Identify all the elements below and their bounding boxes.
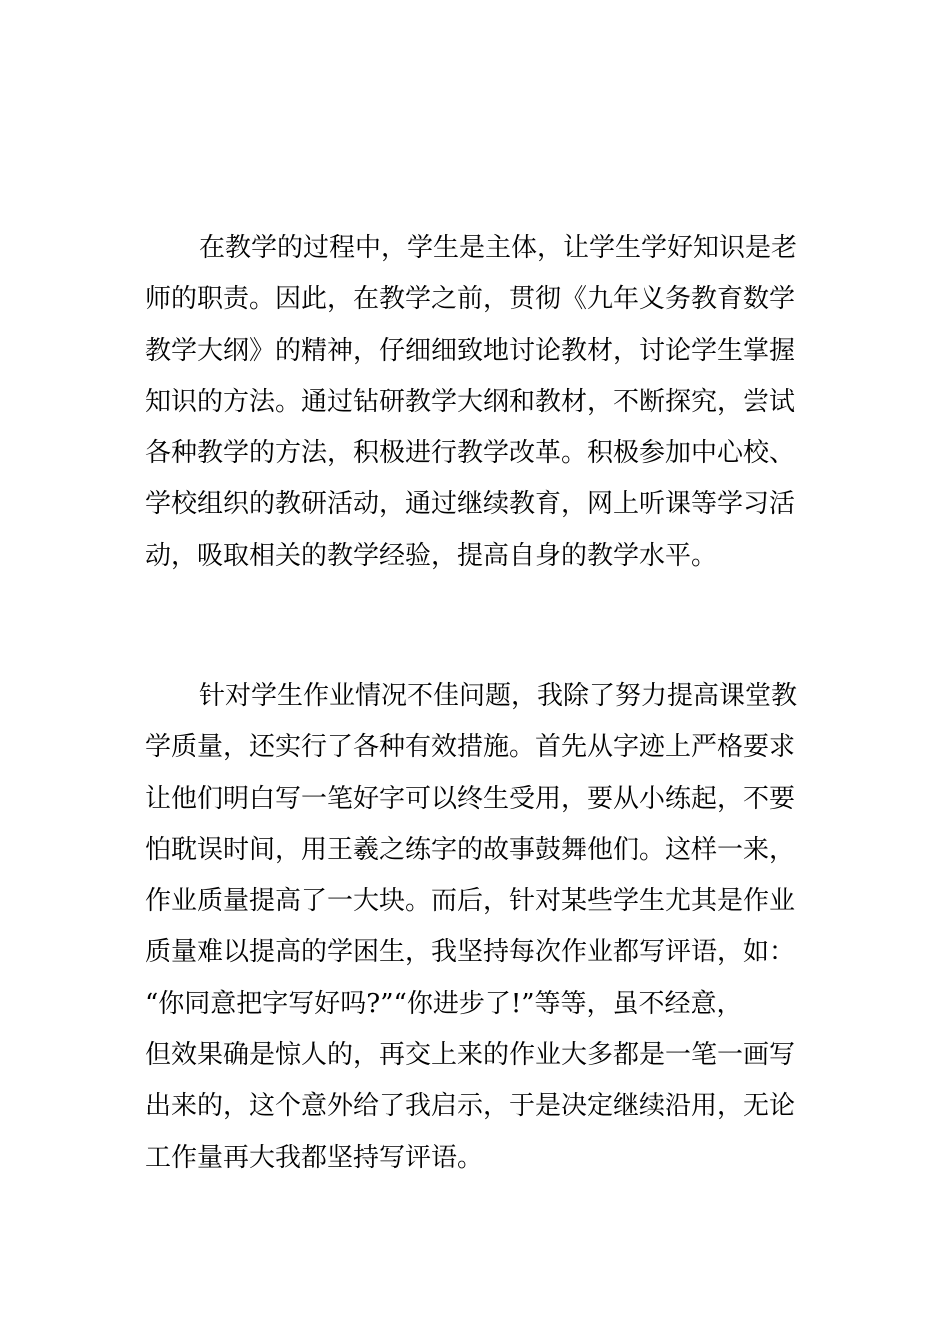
text-line: 针对学生作业情况不佳问题，我除了努力提高课堂教 xyxy=(199,681,798,711)
text-line: 教学大纲》的精神，仔细细致地讨论教材，讨论学生掌握 xyxy=(145,335,796,366)
text-line: 出来的，这个意外给了我启示，于是决定继续沿用，无论 xyxy=(145,1091,796,1122)
text-line: 作业质量提高了一大块。而后，针对某些学生尤其是作业 xyxy=(145,886,796,917)
text-line: 各种教学的方法，积极进行教学改革。积极参加中心校、 xyxy=(145,438,796,469)
text-line: 质量难以提高的学困生，我坚持每次作业都写评语，如： xyxy=(145,937,796,968)
text-line: 师的职责。因此，在教学之前，贯彻《九年义务教育数学 xyxy=(145,284,796,315)
text-line: 工作量再大我都坚持写评语。 xyxy=(145,1142,484,1173)
text-line: “你同意把字写好吗?”“你进步了!”等等，虽不经意， xyxy=(145,988,743,1019)
text-line: 知识的方法。通过钻研教学大纲和教材，不断探究，尝试 xyxy=(145,386,796,417)
text-line xyxy=(145,1184,810,1235)
text-line: 在教学的过程中，学生是主体，让学生学好知识是老 xyxy=(199,233,798,263)
text-line: 让他们明白写一笔好字可以终生受用，要从小练起，不要 xyxy=(145,783,796,814)
text-line: 学校组织的教研活动，通过继续教育，网上听课等学习活 xyxy=(145,489,796,520)
text-line: 但效果确是惊人的，再交上来的作业大多都是一笔一画写 xyxy=(145,1040,796,1071)
text-line: 动，吸取相关的教学经验，提高自身的教学水平。 xyxy=(145,540,718,571)
text-line: 学质量，还实行了各种有效措施。首先从字迹上严格要求 xyxy=(145,732,796,763)
paragraph-homework-quality xyxy=(145,671,810,1235)
text-line: 怕耽误时间，用王羲之练字的故事鼓舞他们。这样一来， xyxy=(145,834,796,865)
paragraph-teaching-process xyxy=(145,223,810,582)
